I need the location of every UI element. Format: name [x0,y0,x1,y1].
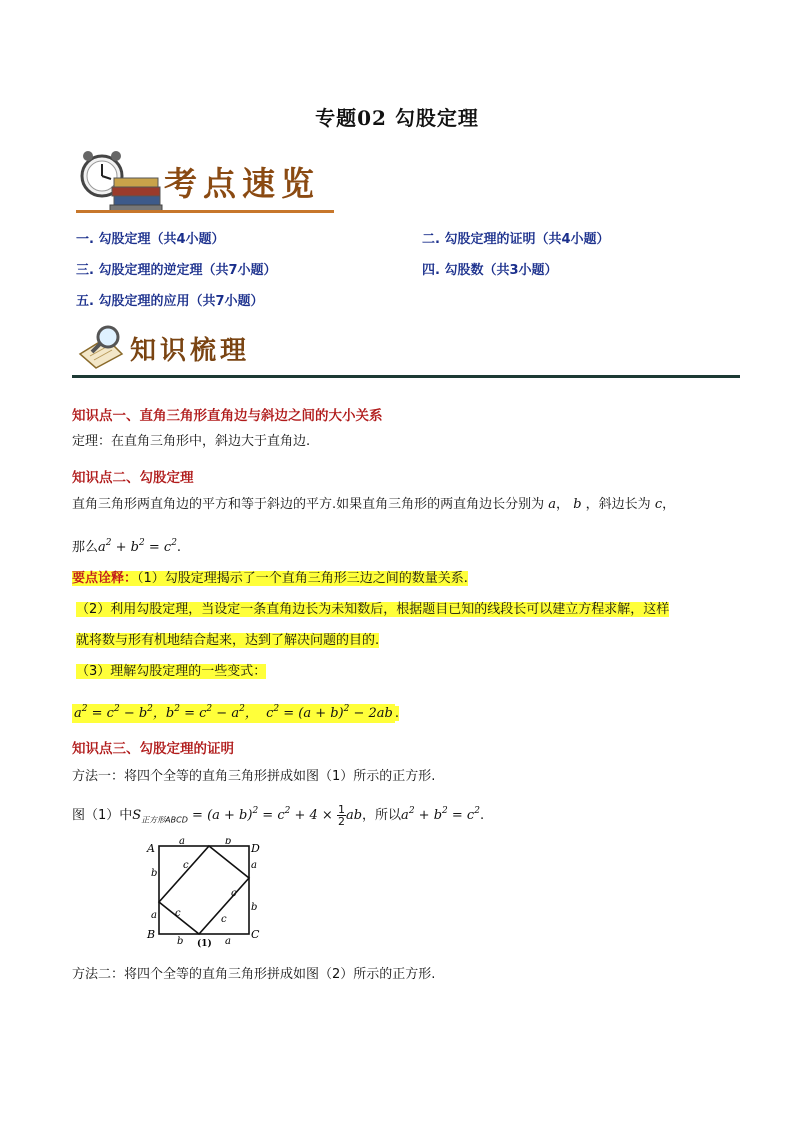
toc-item-3[interactable]: 三. 勾股定理的逆定理（共7小题） [76,263,277,278]
svg-text:c: c [221,914,227,925]
figure-1-caption: (1) [197,939,212,948]
k1-text: 定理：在直角三角形中，斜边大于直角边. [72,434,311,449]
banner-underline [76,210,334,213]
note-3: （3）理解勾股定理的一些变式： [76,664,267,679]
k2-line2: 那么$a^2 + b^2 = c^2$. [72,538,182,555]
svg-text:b: b [225,838,232,847]
overview-banner-title: 考点速览 [164,164,320,203]
note-2b: 就将数与形有机地结合起来，达到了解决问题的目的. [76,633,380,648]
note-line-1 [72,568,468,590]
method-1: 方法一：将四个全等的直角三角形拼成如图（1）所示的正方形. [72,769,436,784]
k2-line1-pre: 直角三角形两直角边的平方和等于斜边的平方.如果直角三角形的两直角边长分别为 [72,497,545,512]
pythagorean-formula: $a^2 + b^2 = c^2$ [98,538,177,555]
fig1-formula-line: 图（1）中$S_{正方形ABCD} = (a + b)^2 = c^2 + 4$ × $\frac{1}{2}$ ab，所以$a^2 + b^2 = c^2$. [72,803,485,828]
vertex-A: A [147,842,155,855]
note-line-4 [76,661,266,683]
overview-banner [76,148,338,214]
note-1: （1）勾股定理揭示了一个直角三角形三边之间的数量关系. [137,571,468,586]
svg-text:a: a [151,910,157,921]
svg-text:a: a [225,936,231,947]
var-b: b [573,497,582,512]
svg-text:b: b [251,902,258,913]
page-title: 专题02 勾股定理 [315,106,479,130]
toc-item-1[interactable]: 一. 勾股定理（共4小题） [76,232,225,247]
k2-line2-pre: 那么 [72,540,99,555]
figure-1-diagram [145,838,265,948]
note-line-2 [76,599,669,621]
svg-text:b: b [151,868,158,879]
var-a: a [548,497,557,512]
svg-text:c: c [175,908,181,919]
method-2: 方法二：将四个全等的直角三角形拼成如图（2）所示的正方形. [72,967,436,982]
section-divider [72,375,740,378]
svg-text:a: a [179,838,185,847]
k1-heading: 知识点一、直角三角形直角边与斜边之间的大小关系 [72,408,383,424]
clock-books-icon [76,148,166,212]
svg-text:c: c [231,888,237,899]
fig1-mid: ，所以 [362,808,402,823]
knowledge-banner-title: 知识梳理 [130,336,251,366]
note-2a: （2）利用勾股定理，当设定一条直角边长为未知数后，根据题目已知的线段长可以建立方程求解，这样 [76,602,670,617]
vertex-C: C [251,928,260,941]
k2-line1-mid: ，斜边长为 [585,497,651,512]
magnifier-note-icon [76,324,128,370]
var-c: c [654,497,663,512]
fig1-subscript: 正方形ABCD [141,815,188,825]
note-line-3 [76,630,379,652]
variants-formula: $a^2 = c^2 - b^2$，$b^2 = c^2 - a^2$， $c^2 = (a + b)^2 - 2ab$ . [74,704,400,721]
knowledge-banner [76,324,316,372]
vertex-B: B [147,928,156,941]
toc-item-5[interactable]: 五. 勾股定理的应用（共7小题） [76,294,264,309]
fig1-pre: 图（1）中 [72,808,133,823]
svg-text:b: b [177,936,184,947]
svg-text:a: a [251,860,257,871]
toc-item-2[interactable]: 二. 勾股定理的证明（共4小题） [422,232,610,247]
k2-line1: 直角三角形两直角边的平方和等于斜边的平方.如果直角三角形的两直角边长分别为 a， b ，斜边长为 c， [72,497,676,512]
k2-heading: 知识点二、勾股定理 [72,470,194,486]
k3-heading: 知识点三、勾股定理的证明 [72,741,234,757]
note-label: 要点诠释： [72,571,138,586]
svg-text:c: c [183,860,189,871]
vertex-D: D [251,842,260,855]
toc-item-4[interactable]: 四. 勾股数（共3小题） [422,263,558,278]
